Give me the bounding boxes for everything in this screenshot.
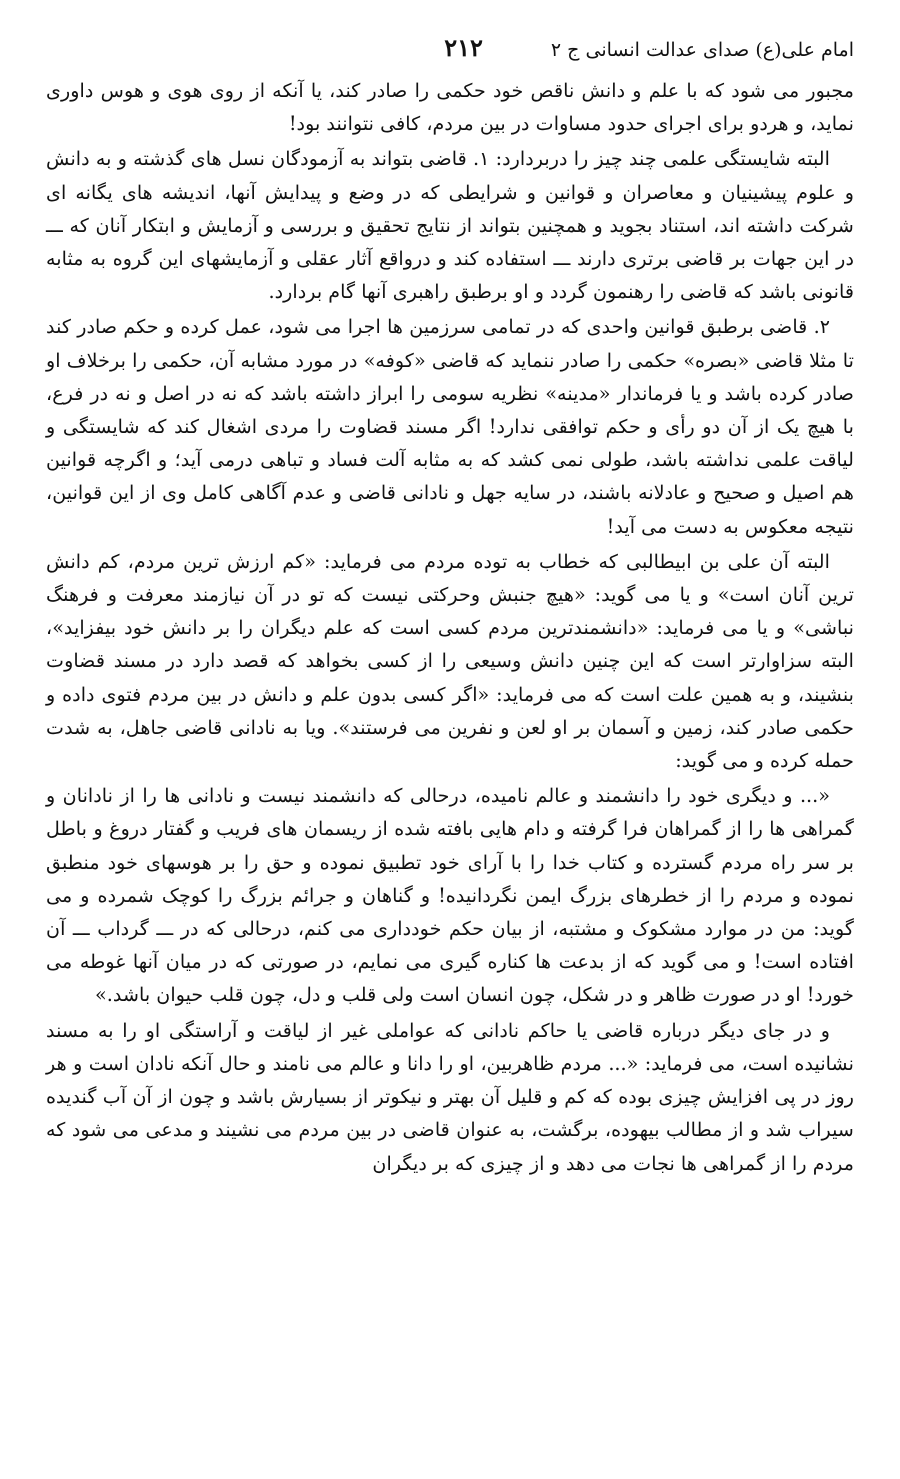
paragraph-4: البته آن علی بن ابیطالبی که خطاب به توده مردم می فرماید: «کم ارزش ترین مردم، کم دانش ترین آنان است» و یا می گوید: «هیچ جنبش وحرکتی نیست که تو در آن نیازمند معرفت و فرهنگ نباشی» و یا می فرماید: «دانشمندترین مردم کسی است که علم دیگران را بر دانش خود بیفزاید»، البته سزاوارتر است که این چنین دانش وسیعی را از کسی بخواهد که قصد دارد در مسند قضاوت بنشیند، و به همین علت است که می فرماید: «اگر کسی بدون علم و دانش در بین مردم فتوی داده و حکمی صادر کند، زمین و آسمان بر او لعن و نفرین می فرستند». ویا به نادانی قاضی جاهل، به شدت حمله کرده و می گوید: (46, 549, 854, 773)
book-page (46, 30, 854, 1180)
book-title: امام علی(ع) صدای عدالت انسانی ج ۲ (550, 39, 854, 61)
paragraph-6: و در جای دیگر درباره قاضی یا حاکم نادانی که عواملی غیر از لیاقت و آراستگی او را به مسند نشانیده است، می فرماید: «... مردم ظاهربین، او را دانا و عالم می نامند و حال آنکه نادان است و هر روز در پی افزایش چیزی بوده که کم و قلیل آن بهتر و نیکوتر از بسیارش باشد و چون از آن آب گندیده سیراب شد و از مطالب بیهوده، برگشت، به عنوان قاضی در بین مردم می نشیند و مدعی می شود که مردم را از گمراهی ها نجات می دهد و از چیزی که بر دیگران (46, 1018, 854, 1175)
paragraph-5-quote: «... و دیگری خود را دانشمند و عالم نامیده، درحالی که دانشمند نیست و نادانی ها را از نادانان و گمراهی ها را از گمراهان فرا گرفته و دام هایی بافته شده از ریسمان های فریب و گفتار دروغ و باطل بر سر راه مردم گسترده و کتاب خدا را با آرای خود تطبیق نموده و حق را بر هوسهای خود منطبق نموده و مردم را از خطرهای بزرگ ایمن نگردانیده! و گناهان و جرائم بزرگ را کوچک شمرده و می گوید: من در موارد مشکوک و مشتبه، از بیان حکم خودداری می کنم، درحالی که در ـــ گرداب ـــ آن افتاده است! و می گوید که از بدعت ها کناره گیری می نمایم، در صورتی که در میان آنها غوطه می خورد! او در صورت ظاهر و در شکل، چون انسان است ولی قلب و دل، چون قلب حیوان باشد.» (46, 784, 854, 1007)
running-header (46, 30, 854, 66)
page-number: ۲۱۲ (444, 33, 483, 62)
body-text (46, 74, 854, 1180)
paragraph-1: مجبور می شود که با علم و دانش ناقص خود حکمی را صادر کند، یا آنکه از روی هوی و هوس داوری نماید، و هردو برای اجرای حدود مساوات در بین مردم، کافی نتوانند بود! (46, 79, 854, 136)
paragraph-3: ۲. قاضی برطبق قوانین واحدی که در تمامی سرزمین ها اجرا می شود، عمل کرده و حکم صادر کند تا مثلا قاضی «بصره» حکمی را صادر ننماید که قاضی «کوفه» در مورد مشابه آن، حکمی را برخلاف او صادر کرده باشد و یا فرماندار «مدینه» نظریه سومی را ابراز داشته باشد که نه در اصل و نه در فرع، با هیچ یک از آن دو رأی و حکم توافقی ندارد! اگر مسند قضاوت را مردی اشغال کند که شایستگی و لیاقت علمی نداشته باشد، طولی نمی کشد که به مثابه آلت فساد و تباهی درمی آید؛ و اگرچه قوانین هم اصیل و صحیح و عادلانه باشند، در سایه جهل و نادانی قاضی و عدم آگاهی کامل وی از این قوانین، نتیجه معکوس به دست می آید! (46, 315, 854, 538)
paragraph-2: البته شایستگی علمی چند چیز را دربردارد: ۱. قاضی بتواند به آزمودگان نسل های گذشته و به دانش و علوم پیشینیان و معاصران و قوانین و شرایطی که در وضع و پیدایش آنها، اندیشه های یگانه ای شرکت داشته اند، استناد بجوید و همچنین بتواند از نتایج تحقیق و بررسی و آزمایش و ابتکار آنان که ـــ در این جهات بر قاضی برتری دارند ـــ استفاده کند و درواقع آثار عقلی و آزمایشهای این گروه به مثابه قانونی باشد که قاضی را رهنمون گردد و او برطبق راهبری آنها گام بردارد. (46, 147, 854, 304)
